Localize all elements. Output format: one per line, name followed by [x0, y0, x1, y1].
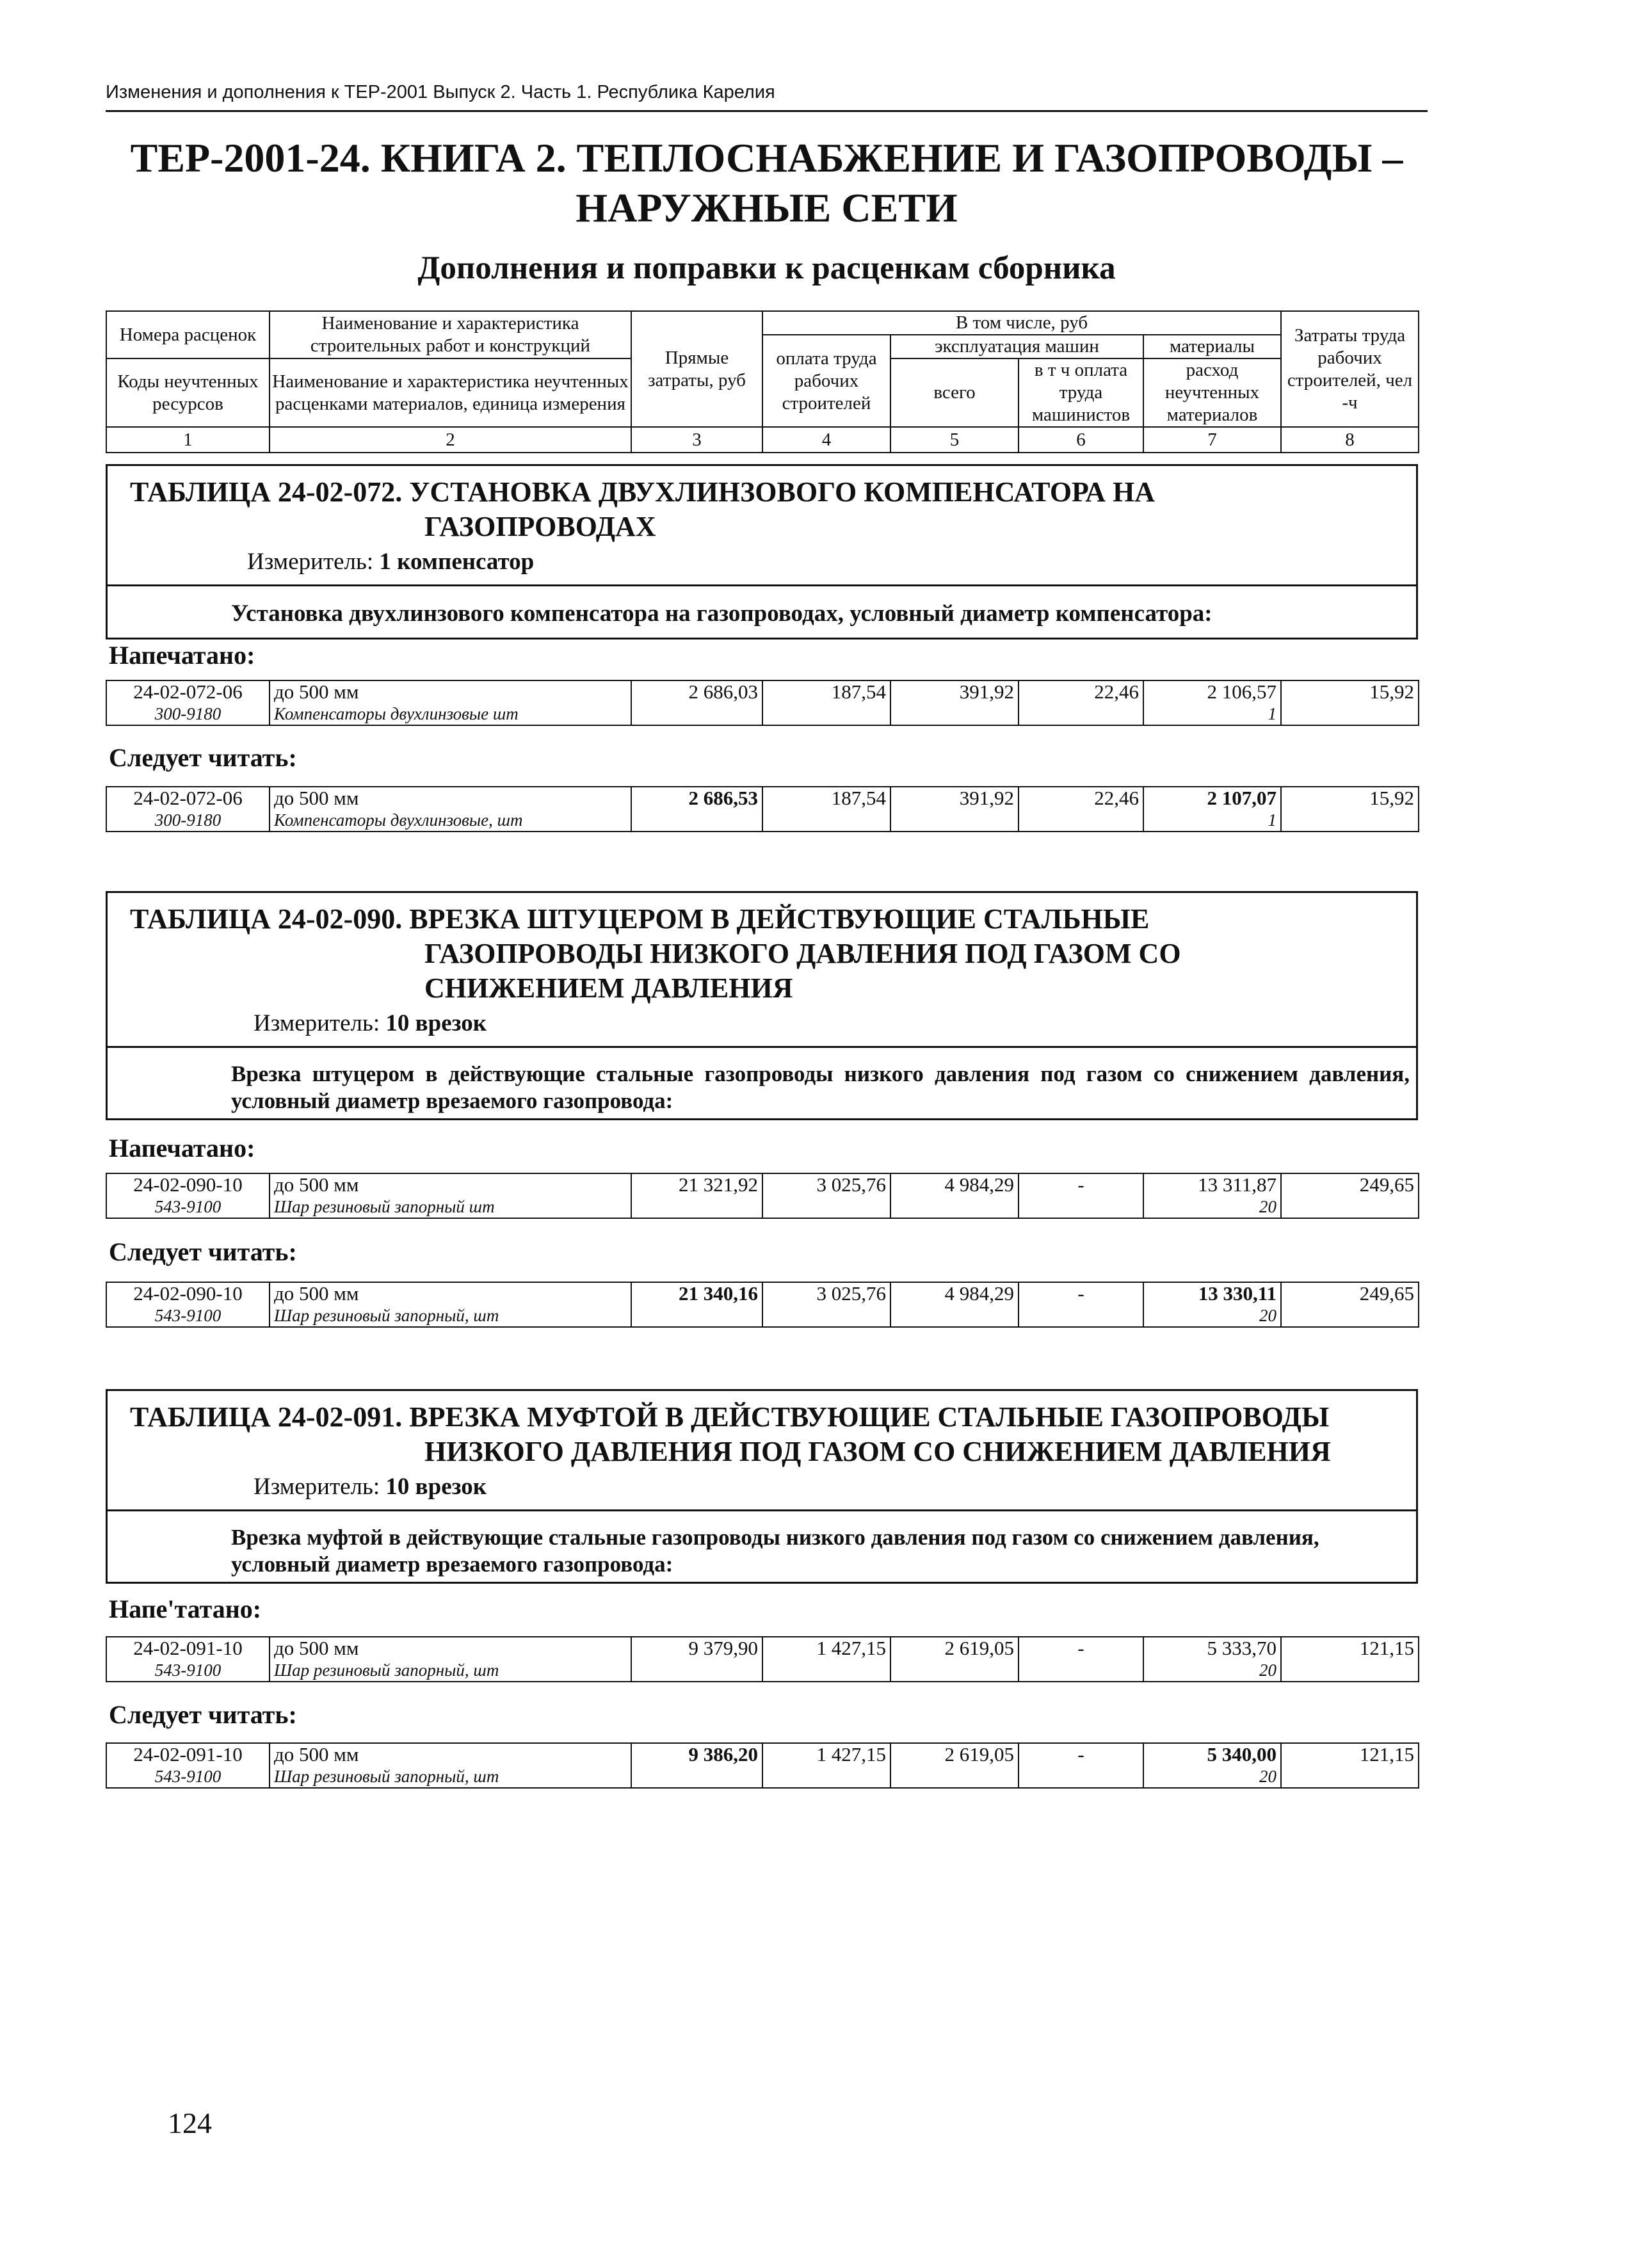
- labor-hours: 121,15: [1281, 1637, 1419, 1682]
- labor-pay: 187,54: [762, 787, 890, 832]
- section-title: ТАБЛИЦА 24-02-072. УСТАНОВКА ДВУХЛИНЗОВОГО КОМПЕНСАТОРА НА: [130, 476, 1156, 508]
- materials-cost: 5 340,00: [1143, 1743, 1281, 1765]
- section-measure: [108, 1006, 1416, 1046]
- machinists-pay: -: [1019, 1282, 1143, 1327]
- header-index-5: 5: [890, 427, 1019, 453]
- resource-qty: 1: [1143, 703, 1281, 725]
- machinists-pay: 22,46: [1019, 680, 1143, 725]
- machines-total: 4 984,29: [890, 1282, 1019, 1327]
- printed-label: Напечатано:: [109, 641, 255, 670]
- machinists-pay: -: [1019, 1637, 1143, 1682]
- rate-code: 24-02-090-10: [106, 1282, 270, 1305]
- section-title: ТАБЛИЦА 24-02-090. ВРЕЗКА ШТУЦЕРОМ В ДЕЙСТВУЮЩИЕ СТАЛЬНЫЕ: [130, 903, 1150, 935]
- book-title-line2: НАРУЖНЫЕ СЕТИ: [576, 185, 958, 230]
- header-machinists-pay: в т ч оплата труда машинистов: [1019, 358, 1143, 427]
- resource-code: 300-9180: [106, 809, 270, 832]
- corrected-row: [106, 1742, 1419, 1789]
- header-material-name: Наименование и характеристика неучтенных расценками материалов, единица измерения: [270, 358, 631, 427]
- running-header: Изменения и дополнения к ТЕР-2001 Выпуск 2. Часть 1. Республика Карелия: [106, 82, 775, 102]
- book-title-line1: ТЕР-2001-24. КНИГА 2. ТЕПЛОСНАБЖЕНИЕ И ГАЗОПРОВОДЫ –: [130, 135, 1403, 181]
- labor-pay: 3 025,76: [762, 1173, 890, 1218]
- header-including: В том числе, руб: [762, 311, 1281, 335]
- section-description: Врезка муфтой в действующие стальные газопроводы низкого давления под газом со снижением давления, условный диаметр врезаемого газопровода:: [108, 1509, 1416, 1582]
- resource-qty: 20: [1143, 1765, 1281, 1788]
- section-title: ТАБЛИЦА 24-02-091. ВРЕЗКА МУФТОЙ В ДЕЙСТВУЮЩИЕ СТАЛЬНЫЕ ГАЗОПРОВОДЫ: [130, 1401, 1330, 1433]
- labor-hours: 15,92: [1281, 787, 1419, 832]
- corrected-row: [106, 1282, 1419, 1328]
- header-labor-hours: Затраты труда рабочих строителей, чел -ч: [1281, 311, 1419, 427]
- header-index-4: 4: [762, 427, 890, 453]
- section-title-cont: СНИЖЕНИЕМ ДАВЛЕНИЯ: [424, 972, 793, 1004]
- printed-row: [106, 1636, 1419, 1682]
- section-title-cont: ГАЗОПРОВОДЫ НИЗКОГО ДАВЛЕНИЯ ПОД ГАЗОМ СО: [424, 938, 1181, 969]
- resource-name: Шар резиновый запорный, шт: [270, 1765, 631, 1788]
- measure-label: Измеритель:: [247, 549, 374, 575]
- measure-value: 10 врезок: [385, 1474, 487, 1500]
- machines-total: 4 984,29: [890, 1173, 1019, 1218]
- labor-pay: 1 427,15: [762, 1743, 890, 1788]
- header-rate-numbers: Номера расценок: [106, 311, 270, 358]
- machines-total: 2 619,05: [890, 1637, 1019, 1682]
- section-measure: [108, 1469, 1416, 1509]
- header-resource-codes: Коды неучтенных ресурсов: [106, 358, 270, 427]
- header-index-8: 8: [1281, 427, 1419, 453]
- printed-row: [106, 1173, 1419, 1219]
- direct-costs: 2 686,53: [631, 787, 762, 832]
- rate-code: 24-02-072-06: [106, 680, 270, 703]
- direct-costs: 9 386,20: [631, 1743, 762, 1788]
- rate-code: 24-02-091-10: [106, 1743, 270, 1765]
- labor-hours: 15,92: [1281, 680, 1419, 725]
- column-header-table: [106, 310, 1419, 453]
- labor-hours: 121,15: [1281, 1743, 1419, 1788]
- should-read-label: Следует читать:: [109, 1700, 297, 1729]
- direct-costs: 21 340,16: [631, 1282, 762, 1327]
- header-material-usage: расход неучтенных материалов: [1143, 358, 1281, 427]
- work-name: до 500 мм: [270, 1637, 631, 1659]
- machines-total: 2 619,05: [890, 1743, 1019, 1788]
- section-description: Врезка штуцером в действующие стальные газопроводы низкого давления под газом со снижением давления, условный диаметр врезаемого газопровода:: [108, 1046, 1416, 1118]
- resource-name: Компенсаторы двухлинзовые, шт: [270, 809, 631, 832]
- printed-label: Напечатано:: [109, 1134, 255, 1162]
- resource-code: 543-9100: [106, 1659, 270, 1682]
- header-materials: материалы: [1143, 335, 1281, 358]
- labor-pay: 187,54: [762, 680, 890, 725]
- work-name: до 500 мм: [270, 1282, 631, 1305]
- header-index-6: 6: [1019, 427, 1143, 453]
- materials-cost: 13 311,87: [1143, 1173, 1281, 1196]
- resource-code: 300-9180: [106, 703, 270, 725]
- resource-name: Шар резиновый запорный, шт: [270, 1305, 631, 1327]
- should-read-label: Следует читать:: [109, 1237, 297, 1266]
- direct-costs: 9 379,90: [631, 1637, 762, 1682]
- header-work-name: Наименование и характеристика строительных работ и конструкций: [270, 311, 631, 358]
- materials-cost: 5 333,70: [1143, 1637, 1281, 1659]
- direct-costs: 2 686,03: [631, 680, 762, 725]
- printed-label: Напе'татано:: [109, 1595, 262, 1623]
- resource-code: 543-9100: [106, 1196, 270, 1218]
- page-number: 124: [168, 2107, 212, 2139]
- header-direct-costs: Прямые затраты, руб: [631, 311, 762, 427]
- materials-cost: 13 330,11: [1143, 1282, 1281, 1305]
- resource-qty: 20: [1143, 1305, 1281, 1327]
- section-description: Установка двухлинзового компенсатора на газопроводах, условный диаметр компенсатора:: [108, 584, 1416, 638]
- header-machines-total: всего: [890, 358, 1019, 427]
- header-index-3: 3: [631, 427, 762, 453]
- measure-label: Измеритель:: [254, 1010, 380, 1036]
- labor-hours: 249,65: [1281, 1282, 1419, 1327]
- work-name: до 500 мм: [270, 787, 631, 809]
- work-name: до 500 мм: [270, 680, 631, 703]
- resource-code: 543-9100: [106, 1765, 270, 1788]
- rate-code: 24-02-072-06: [106, 787, 270, 809]
- resource-code: 543-9100: [106, 1305, 270, 1327]
- header-rule: [106, 110, 1428, 112]
- resource-qty: 20: [1143, 1659, 1281, 1682]
- machinists-pay: -: [1019, 1173, 1143, 1218]
- direct-costs: 21 321,92: [631, 1173, 762, 1218]
- labor-pay: 3 025,76: [762, 1282, 890, 1327]
- section-title-cont: ГАЗОПРОВОДАХ: [424, 511, 656, 542]
- resource-name: Компенсаторы двухлинзовые шт: [270, 703, 631, 725]
- should-read-label: Следует читать:: [109, 743, 297, 772]
- labor-hours: 249,65: [1281, 1173, 1419, 1218]
- header-labor-pay: оплата труда рабочих строителей: [762, 335, 890, 427]
- measure-label: Измеритель:: [254, 1474, 380, 1500]
- header-index-1: 1: [106, 427, 270, 453]
- work-name: до 500 мм: [270, 1743, 631, 1765]
- materials-cost: 2 106,57: [1143, 680, 1281, 703]
- corrected-row: [106, 786, 1419, 832]
- printed-row: [106, 680, 1419, 726]
- work-name: до 500 мм: [270, 1173, 631, 1196]
- resource-name: Шар резиновый запорный шт: [270, 1196, 631, 1218]
- labor-pay: 1 427,15: [762, 1637, 890, 1682]
- materials-cost: 2 107,07: [1143, 787, 1281, 809]
- section-title-cont: НИЗКОГО ДАВЛЕНИЯ ПОД ГАЗОМ СО СНИЖЕНИЕМ ДАВЛЕНИЯ: [424, 1436, 1331, 1467]
- resource-name: Шар резиновый запорный, шт: [270, 1659, 631, 1682]
- machinists-pay: 22,46: [1019, 787, 1143, 832]
- machines-total: 391,92: [890, 787, 1019, 832]
- section-table-24-02-090: [106, 891, 1418, 1120]
- section-table-24-02-072: [106, 464, 1418, 639]
- section-measure: [108, 544, 1416, 584]
- subtitle: Дополнения и поправки к расценкам сборника: [417, 250, 1116, 286]
- machinists-pay: -: [1019, 1743, 1143, 1788]
- header-index-2: 2: [270, 427, 631, 453]
- header-index-7: 7: [1143, 427, 1281, 453]
- rate-code: 24-02-091-10: [106, 1637, 270, 1659]
- measure-value: 1 компенсатор: [379, 549, 535, 575]
- resource-qty: 20: [1143, 1196, 1281, 1218]
- header-machines: эксплуатация машин: [890, 335, 1143, 358]
- section-table-24-02-091: [106, 1389, 1418, 1584]
- resource-qty: 1: [1143, 809, 1281, 832]
- measure-value: 10 врезок: [385, 1010, 487, 1036]
- rate-code: 24-02-090-10: [106, 1173, 270, 1196]
- machines-total: 391,92: [890, 680, 1019, 725]
